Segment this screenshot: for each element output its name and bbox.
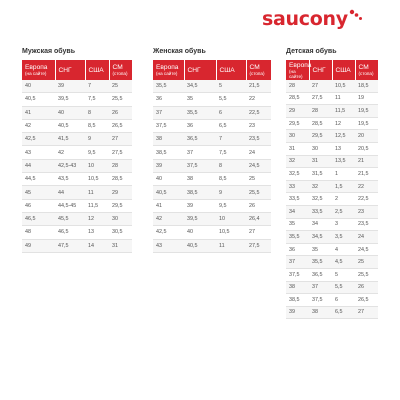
size-cell-eu: 31 bbox=[286, 142, 309, 155]
size-cell-cm: 27 bbox=[109, 133, 132, 146]
size-cell-us: 11,5 bbox=[85, 199, 109, 212]
size-cell-eu: 39 bbox=[153, 159, 184, 172]
header-cm: СМ (стопа) bbox=[355, 60, 378, 80]
table-row bbox=[286, 155, 378, 168]
table-row bbox=[286, 92, 378, 105]
size-cell-cis: 32 bbox=[309, 180, 332, 193]
size-cell-eu: 40,5 bbox=[22, 93, 55, 106]
table-row bbox=[22, 133, 132, 146]
women-size-section bbox=[153, 46, 271, 253]
table-row bbox=[153, 93, 271, 106]
size-cell-eu: 49 bbox=[22, 239, 55, 252]
size-cell-cm: 22 bbox=[246, 93, 271, 106]
size-cell-eu: 37,5 bbox=[153, 119, 184, 132]
table-header-row bbox=[153, 60, 271, 80]
size-cell-us: 9 bbox=[216, 186, 246, 199]
size-cell-cis: 43,5 bbox=[55, 173, 85, 186]
size-cell-eu: 48 bbox=[22, 226, 55, 239]
size-cell-eu: 38,5 bbox=[286, 294, 309, 307]
size-cell-eu: 42,5 bbox=[153, 226, 184, 239]
size-cell-cm: 25,5 bbox=[355, 268, 378, 281]
header-eu: Европа (на сайте) bbox=[22, 60, 55, 80]
size-cell-us: 10,5 bbox=[216, 226, 246, 239]
kids-section-title: Детская обувь bbox=[286, 48, 337, 55]
table-row bbox=[22, 173, 132, 186]
size-cell-eu: 32,5 bbox=[286, 168, 309, 181]
kids-table-body bbox=[286, 80, 378, 319]
size-cell-us: 5,5 bbox=[216, 93, 246, 106]
header-cis: СНГ bbox=[309, 60, 332, 80]
table-header-row bbox=[22, 60, 132, 80]
size-cell-eu: 36 bbox=[153, 93, 184, 106]
table-row bbox=[286, 180, 378, 193]
women-table-body bbox=[153, 80, 271, 252]
size-cell-cis: 37,5 bbox=[309, 294, 332, 307]
size-cell-us: 14 bbox=[85, 239, 109, 252]
size-cell-cm: 26,5 bbox=[109, 119, 132, 132]
table-row bbox=[286, 142, 378, 155]
size-cell-eu: 33 bbox=[286, 180, 309, 193]
header-us: США bbox=[216, 60, 246, 80]
size-cell-eu: 45 bbox=[22, 186, 55, 199]
size-cell-us: 4,5 bbox=[332, 256, 355, 269]
size-cell-cm: 20 bbox=[355, 130, 378, 143]
size-cell-eu: 38,5 bbox=[153, 146, 184, 159]
size-cell-cm: 18,5 bbox=[355, 80, 378, 92]
women-section-title: Женская обувь bbox=[153, 48, 206, 55]
table-row bbox=[153, 159, 271, 172]
size-cell-cis: 37,5 bbox=[184, 159, 216, 172]
table-row bbox=[22, 146, 132, 159]
size-cell-cis: 28,5 bbox=[309, 117, 332, 130]
size-cell-eu: 46,5 bbox=[22, 212, 55, 225]
size-cell-us: 6,5 bbox=[332, 306, 355, 319]
size-cell-cm: 26 bbox=[109, 106, 132, 119]
size-cell-cm: 21 bbox=[355, 155, 378, 168]
size-cell-eu: 35,5 bbox=[286, 231, 309, 244]
size-cell-us: 3,5 bbox=[332, 231, 355, 244]
table-row bbox=[153, 80, 271, 93]
size-cell-us: 10,5 bbox=[85, 173, 109, 186]
saucony-dots-icon bbox=[349, 9, 363, 23]
size-cell-eu: 41 bbox=[22, 106, 55, 119]
size-cell-us: 8 bbox=[85, 106, 109, 119]
size-cell-us: 2,5 bbox=[332, 205, 355, 218]
size-cell-us: 5 bbox=[216, 80, 246, 93]
size-cell-us: 10 bbox=[85, 159, 109, 172]
size-cell-cis: 37 bbox=[184, 146, 216, 159]
size-cell-cm: 26 bbox=[246, 199, 271, 212]
size-cell-cm: 19,5 bbox=[355, 105, 378, 118]
size-cell-us: 5,5 bbox=[332, 281, 355, 294]
header-cis: СНГ bbox=[184, 60, 216, 80]
header-us: США bbox=[332, 60, 355, 80]
table-row bbox=[286, 256, 378, 269]
size-cell-cis: 39,5 bbox=[55, 93, 85, 106]
table-row bbox=[22, 106, 132, 119]
size-cell-us: 6,5 bbox=[216, 119, 246, 132]
size-cell-cis: 44,5-45 bbox=[55, 199, 85, 212]
table-row bbox=[22, 186, 132, 199]
size-cell-us: 11 bbox=[332, 92, 355, 105]
table-row bbox=[153, 212, 271, 225]
size-cell-cis: 40,5 bbox=[55, 119, 85, 132]
size-cell-eu: 44 bbox=[22, 159, 55, 172]
size-cell-us: 7,5 bbox=[216, 146, 246, 159]
table-row bbox=[286, 281, 378, 294]
table-row bbox=[153, 186, 271, 199]
size-cell-us: 9,5 bbox=[85, 146, 109, 159]
table-header-row bbox=[286, 60, 378, 80]
table-row bbox=[286, 117, 378, 130]
size-cell-us: 2 bbox=[332, 193, 355, 206]
size-cell-cm: 27 bbox=[355, 306, 378, 319]
size-cell-cis: 38 bbox=[184, 173, 216, 186]
size-cell-us: 10 bbox=[216, 212, 246, 225]
table-row bbox=[286, 80, 378, 92]
size-cell-cm: 22,5 bbox=[355, 193, 378, 206]
table-row bbox=[153, 199, 271, 212]
table-row bbox=[286, 218, 378, 231]
size-cell-cm: 23,5 bbox=[246, 133, 271, 146]
size-cell-eu: 32 bbox=[286, 155, 309, 168]
size-cell-eu: 37 bbox=[153, 106, 184, 119]
size-cell-eu: 35 bbox=[286, 218, 309, 231]
table-row bbox=[286, 130, 378, 143]
header-cm: СМ (стопа) bbox=[246, 60, 271, 80]
table-row bbox=[153, 106, 271, 119]
size-cell-cm: 22 bbox=[355, 180, 378, 193]
size-cell-cis: 35 bbox=[309, 243, 332, 256]
size-cell-cm: 24,5 bbox=[355, 243, 378, 256]
size-cell-cm: 20,5 bbox=[355, 142, 378, 155]
size-cell-cm: 27 bbox=[246, 226, 271, 239]
size-cell-cm: 22,5 bbox=[246, 106, 271, 119]
size-cell-us: 9 bbox=[85, 133, 109, 146]
size-cell-cis: 36 bbox=[184, 119, 216, 132]
size-cell-cis: 32,5 bbox=[309, 193, 332, 206]
size-cell-eu: 39 bbox=[286, 306, 309, 319]
table-row bbox=[22, 226, 132, 239]
size-cell-us: 6 bbox=[332, 294, 355, 307]
size-cell-cis: 28 bbox=[309, 105, 332, 118]
size-cell-cis: 33,5 bbox=[309, 205, 332, 218]
size-cell-cis: 27 bbox=[309, 80, 332, 92]
size-cell-cis: 46,5 bbox=[55, 226, 85, 239]
size-cell-us: 10,5 bbox=[332, 80, 355, 92]
size-cell-cis: 29,5 bbox=[309, 130, 332, 143]
table-row bbox=[153, 173, 271, 186]
size-cell-cis: 30 bbox=[309, 142, 332, 155]
size-cell-cis: 35 bbox=[184, 93, 216, 106]
men-section-title: Мужская обувь bbox=[22, 48, 76, 55]
table-row bbox=[153, 226, 271, 239]
size-cell-cis: 41,5 bbox=[55, 133, 85, 146]
size-cell-us: 6 bbox=[216, 106, 246, 119]
table-row bbox=[153, 133, 271, 146]
header-us: США bbox=[85, 60, 109, 80]
brand-wordmark: saucony bbox=[262, 8, 348, 30]
size-cell-us: 7 bbox=[85, 80, 109, 93]
size-cell-eu: 30 bbox=[286, 130, 309, 143]
size-cell-us: 7 bbox=[216, 133, 246, 146]
size-cell-eu: 40 bbox=[153, 173, 184, 186]
size-cell-eu: 33,5 bbox=[286, 193, 309, 206]
table-row bbox=[22, 80, 132, 93]
size-cell-eu: 42,5 bbox=[22, 133, 55, 146]
table-row bbox=[153, 119, 271, 132]
men-size-table bbox=[22, 60, 132, 253]
size-cell-us: 5 bbox=[332, 268, 355, 281]
table-row bbox=[286, 231, 378, 244]
size-cell-cm: 23,5 bbox=[355, 218, 378, 231]
table-row bbox=[286, 294, 378, 307]
header-cm: СМ (стопа) bbox=[109, 60, 132, 80]
size-cell-cm: 21,5 bbox=[355, 168, 378, 181]
size-cell-eu: 37 bbox=[286, 256, 309, 269]
size-cell-cis: 44 bbox=[55, 186, 85, 199]
size-cell-eu: 29 bbox=[286, 105, 309, 118]
size-cell-eu: 35,5 bbox=[153, 80, 184, 93]
table-row bbox=[22, 212, 132, 225]
size-cell-cis: 31 bbox=[309, 155, 332, 168]
saucony-logo bbox=[262, 8, 362, 34]
size-cell-cm: 21,5 bbox=[246, 80, 271, 93]
size-cell-cis: 38,5 bbox=[184, 186, 216, 199]
table-row bbox=[286, 306, 378, 319]
size-cell-eu: 34 bbox=[286, 205, 309, 218]
size-cell-eu: 41 bbox=[153, 199, 184, 212]
table-row bbox=[22, 159, 132, 172]
size-cell-us: 3 bbox=[332, 218, 355, 231]
size-cell-us: 11,5 bbox=[332, 105, 355, 118]
men-size-section bbox=[22, 46, 132, 253]
size-cell-us: 1,5 bbox=[332, 180, 355, 193]
table-row bbox=[286, 193, 378, 206]
size-cell-cm: 30,5 bbox=[109, 226, 132, 239]
size-cell-us: 12 bbox=[85, 212, 109, 225]
size-cell-eu: 42 bbox=[22, 119, 55, 132]
size-cell-eu: 28,5 bbox=[286, 92, 309, 105]
table-row bbox=[22, 93, 132, 106]
size-cell-cis: 34 bbox=[309, 218, 332, 231]
size-cell-cis: 42 bbox=[55, 146, 85, 159]
size-cell-cis: 36,5 bbox=[309, 268, 332, 281]
men-table-body bbox=[22, 80, 132, 252]
table-row bbox=[153, 146, 271, 159]
size-cell-eu: 40 bbox=[22, 80, 55, 93]
size-cell-us: 8,5 bbox=[85, 119, 109, 132]
size-cell-cm: 27,5 bbox=[109, 146, 132, 159]
size-cell-cm: 29 bbox=[109, 186, 132, 199]
size-cell-cis: 39 bbox=[184, 199, 216, 212]
table-row bbox=[22, 239, 132, 252]
size-cell-cis: 39 bbox=[55, 80, 85, 93]
size-cell-cis: 39,5 bbox=[184, 212, 216, 225]
size-cell-cm: 19,5 bbox=[355, 117, 378, 130]
table-row bbox=[286, 205, 378, 218]
size-cell-cis: 45,5 bbox=[55, 212, 85, 225]
size-cell-cis: 38 bbox=[309, 306, 332, 319]
size-cell-eu: 44,5 bbox=[22, 173, 55, 186]
size-cell-cm: 30 bbox=[109, 212, 132, 225]
size-cell-cis: 34,5 bbox=[309, 231, 332, 244]
size-cell-cis: 35,5 bbox=[184, 106, 216, 119]
header-eu: Европа (на сайте) bbox=[286, 60, 309, 80]
size-cell-cm: 29,5 bbox=[109, 199, 132, 212]
size-cell-eu: 40,5 bbox=[153, 186, 184, 199]
size-cell-cis: 31,5 bbox=[309, 168, 332, 181]
size-cell-eu: 37,5 bbox=[286, 268, 309, 281]
size-cell-cm: 28 bbox=[109, 159, 132, 172]
size-cell-cm: 28,5 bbox=[109, 173, 132, 186]
size-cell-cm: 27,5 bbox=[246, 239, 271, 252]
size-cell-cm: 23 bbox=[246, 119, 271, 132]
size-cell-us: 9,5 bbox=[216, 199, 246, 212]
table-row bbox=[286, 105, 378, 118]
size-cell-us: 7,5 bbox=[85, 93, 109, 106]
size-cell-eu: 29,5 bbox=[286, 117, 309, 130]
size-cell-eu: 38 bbox=[153, 133, 184, 146]
size-cell-us: 1 bbox=[332, 168, 355, 181]
table-row bbox=[286, 243, 378, 256]
table-row bbox=[153, 239, 271, 252]
size-cell-us: 4 bbox=[332, 243, 355, 256]
size-cell-cis: 47,5 bbox=[55, 239, 85, 252]
size-cell-eu: 46 bbox=[22, 199, 55, 212]
size-cell-cm: 26 bbox=[355, 281, 378, 294]
size-cell-us: 13 bbox=[85, 226, 109, 239]
header-cis: СНГ bbox=[55, 60, 85, 80]
size-cell-cis: 42,5-43 bbox=[55, 159, 85, 172]
size-cell-us: 12 bbox=[332, 117, 355, 130]
size-cell-cm: 25,5 bbox=[246, 186, 271, 199]
size-cell-cm: 26,4 bbox=[246, 212, 271, 225]
size-cell-cm: 19 bbox=[355, 92, 378, 105]
size-cell-us: 12,5 bbox=[332, 130, 355, 143]
header-eu: Европа (на сайте) bbox=[153, 60, 184, 80]
size-cell-eu: 42 bbox=[153, 212, 184, 225]
size-cell-cis: 36,5 bbox=[184, 133, 216, 146]
size-cell-cis: 40,5 bbox=[184, 239, 216, 252]
size-cell-cm: 23 bbox=[355, 205, 378, 218]
size-cell-us: 8 bbox=[216, 159, 246, 172]
size-cell-us: 13 bbox=[332, 142, 355, 155]
kids-size-section bbox=[286, 46, 378, 319]
size-cell-us: 11 bbox=[216, 239, 246, 252]
women-size-table bbox=[153, 60, 271, 253]
size-cell-cis: 40 bbox=[55, 106, 85, 119]
size-cell-cm: 24,5 bbox=[246, 159, 271, 172]
size-cell-cis: 27,5 bbox=[309, 92, 332, 105]
table-row bbox=[22, 199, 132, 212]
size-cell-cm: 24 bbox=[246, 146, 271, 159]
size-cell-cis: 35,5 bbox=[309, 256, 332, 269]
size-cell-eu: 38 bbox=[286, 281, 309, 294]
size-cell-cis: 37 bbox=[309, 281, 332, 294]
size-cell-cis: 40 bbox=[184, 226, 216, 239]
size-cell-eu: 43 bbox=[153, 239, 184, 252]
size-cell-cm: 24 bbox=[355, 231, 378, 244]
size-cell-eu: 36 bbox=[286, 243, 309, 256]
size-cell-us: 13,5 bbox=[332, 155, 355, 168]
size-cell-cis: 34,5 bbox=[184, 80, 216, 93]
size-cell-cm: 31 bbox=[109, 239, 132, 252]
size-cell-us: 11 bbox=[85, 186, 109, 199]
kids-size-table bbox=[286, 60, 378, 319]
table-row bbox=[286, 168, 378, 181]
size-cell-cm: 26,5 bbox=[355, 294, 378, 307]
size-cell-cm: 25 bbox=[109, 80, 132, 93]
size-cell-cm: 25 bbox=[246, 173, 271, 186]
size-cell-eu: 43 bbox=[22, 146, 55, 159]
size-cell-cm: 25,5 bbox=[109, 93, 132, 106]
size-cell-us: 8,5 bbox=[216, 173, 246, 186]
size-cell-cm: 25 bbox=[355, 256, 378, 269]
table-row bbox=[286, 268, 378, 281]
table-row bbox=[22, 119, 132, 132]
size-cell-eu: 28 bbox=[286, 80, 309, 92]
